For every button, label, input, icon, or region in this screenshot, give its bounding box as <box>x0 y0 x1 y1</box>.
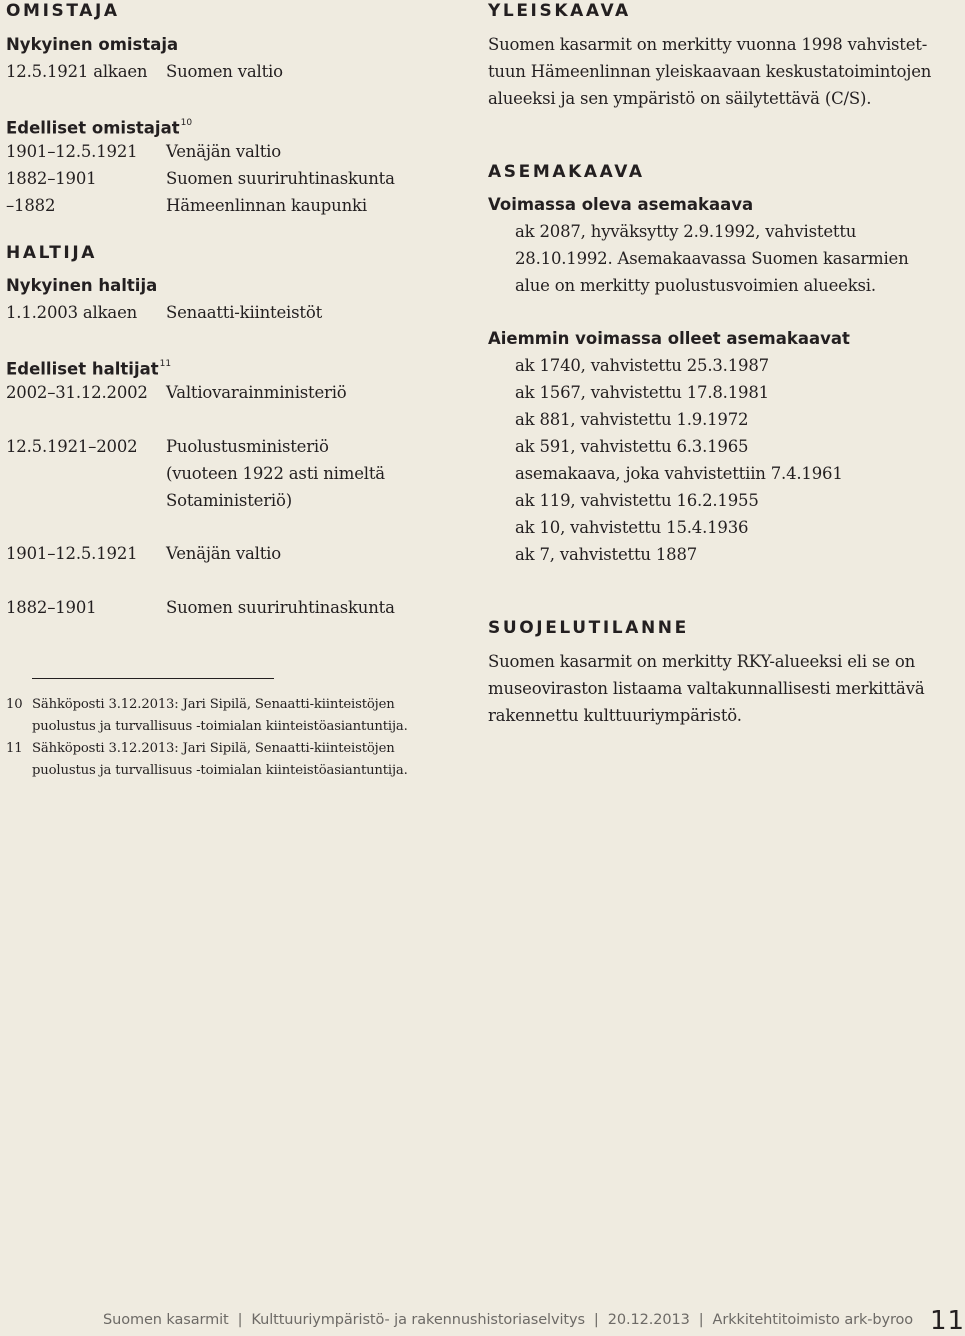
previous-plan-item: asemakaava, joka vahvistettiin 7.4.1961 <box>515 464 843 483</box>
previous-owner-name: Venäjän valtio <box>166 142 281 161</box>
page-number: 11 <box>930 1306 965 1336</box>
previous-owner-name: Suomen suuriruhtinaskunta <box>166 169 395 188</box>
current-plan-text: 28.10.1992. Asemakaavassa Suomen kasarmien <box>515 249 909 268</box>
footer-separator: | <box>698 1312 704 1328</box>
current-plan-text: alue on merkitty puolustusvoimien alueeksi. <box>515 276 876 295</box>
footnote-ref-10: 10 <box>180 118 193 128</box>
protection-text: Suomen kasarmit on merkitty RKY-alueeksi eli se on <box>488 652 916 671</box>
detailed-plan-heading: ASEMAKAAVA <box>488 162 645 182</box>
footnote-number: 11 <box>6 741 23 756</box>
previous-holder-date: 12.5.1921–2002 <box>6 437 138 456</box>
footnote-text: Sähköposti 3.12.2013: Jari Sipilä, Senaatti-kiinteistöjen <box>32 697 395 712</box>
previous-plan-item: ak 591, vahvistettu 6.3.1965 <box>515 437 749 456</box>
current-holder-date: 1.1.2003 alkaen <box>6 303 138 322</box>
previous-plan-item: ak 10, vahvistettu 15.4.1936 <box>515 518 749 537</box>
previous-plan-item: ak 7, vahvistettu 1887 <box>515 545 698 564</box>
current-plan-label: Voimassa oleva asemakaava <box>488 195 754 214</box>
current-owner-name: Suomen valtio <box>166 62 283 81</box>
footnote-divider <box>32 678 274 679</box>
previous-owners-label: Edelliset omistajat$^{10}$ <box>6 118 193 138</box>
previous-owner-date: 1901–12.5.1921 <box>6 142 138 161</box>
previous-holder-name: Puolustusministeriö <box>166 437 329 456</box>
protection-text: rakennettu kulttuuriympäristö. <box>488 706 742 725</box>
previous-owner-date: 1882–1901 <box>6 169 97 188</box>
current-holder-label: Nykyinen haltija <box>6 276 158 295</box>
previous-holder-name-note: (vuoteen 1922 asti nimeltä <box>166 464 385 483</box>
general-plan-text: tuun Hämeenlinnan yleiskaavaan keskustatoimintojen <box>488 62 932 81</box>
protection-text: museoviraston listaama valtakunnallisesti merkittävä <box>488 679 925 698</box>
previous-plan-item: ak 881, vahvistettu 1.9.1972 <box>515 410 749 429</box>
footer-author: Arkkitehtitoimisto ark-byroo <box>712 1312 914 1328</box>
footer-title: Suomen kasarmit <box>103 1312 229 1328</box>
current-holder-name: Senaatti-kiinteistöt <box>166 303 322 322</box>
footer-separator: | <box>237 1312 243 1328</box>
footer-separator: | <box>593 1312 599 1328</box>
footnote-text: puolustus ja turvallisuus -toimialan kiinteistöasiantuntija. <box>32 763 408 778</box>
previous-holder-name: Venäjän valtio <box>166 544 281 563</box>
previous-holder-date: 1882–1901 <box>6 598 97 617</box>
previous-holder-name: Suomen suuriruhtinaskunta <box>166 598 395 617</box>
page-footer <box>103 1312 913 1328</box>
previous-plan-item: ak 1740, vahvistettu 25.3.1987 <box>515 356 769 375</box>
holder-heading: HALTIJA <box>6 243 98 263</box>
previous-holder-date: 1901–12.5.1921 <box>6 544 138 563</box>
previous-plan-item: ak 1567, vahvistettu 17.8.1981 <box>515 383 769 402</box>
owner-heading: OMISTAJA <box>6 1 120 21</box>
general-plan-text: Suomen kasarmit on merkitty vuonna 1998 vahvistet- <box>488 35 928 54</box>
current-plan-text: ak 2087, hyväksytty 2.9.1992, vahvistettu <box>515 222 857 241</box>
footer-date: 20.12.2013 <box>607 1312 690 1328</box>
previous-holder-name: Valtiovarainministeriö <box>166 383 347 402</box>
previous-holders-label: Edelliset haltijat$^{11}$ <box>6 359 172 379</box>
previous-holder-date: 2002–31.12.2002 <box>6 383 148 402</box>
current-owner-date: 12.5.1921 alkaen <box>6 62 148 81</box>
previous-holder-name-note: Sotaministeriö) <box>166 491 292 510</box>
footnote-text: puolustus ja turvallisuus -toimialan kiinteistöasiantuntija. <box>32 719 408 734</box>
footnote-ref-11: 11 <box>159 359 172 369</box>
general-plan-heading: YLEISKAAVA <box>488 1 631 21</box>
footer-subtitle: Kulttuuriympäristö- ja rakennushistoriaselvitys <box>251 1312 585 1328</box>
previous-owner-name: Hämeenlinnan kaupunki <box>166 196 367 215</box>
footnote-text: Sähköposti 3.12.2013: Jari Sipilä, Senaatti-kiinteistöjen <box>32 741 395 756</box>
previous-owner-date: –1882 <box>6 196 56 215</box>
previous-plan-item: ak 119, vahvistettu 16.2.1955 <box>515 491 759 510</box>
previous-plans-label: Aiemmin voimassa olleet asemakaavat <box>488 329 850 348</box>
protection-heading: SUOJELUTILANNE <box>488 618 689 638</box>
footnote-number: 10 <box>6 697 23 712</box>
general-plan-text: alueeksi ja sen ympäristö on säilytettävä (C/S). <box>488 89 872 108</box>
current-owner-label: Nykyinen omistaja <box>6 35 179 54</box>
